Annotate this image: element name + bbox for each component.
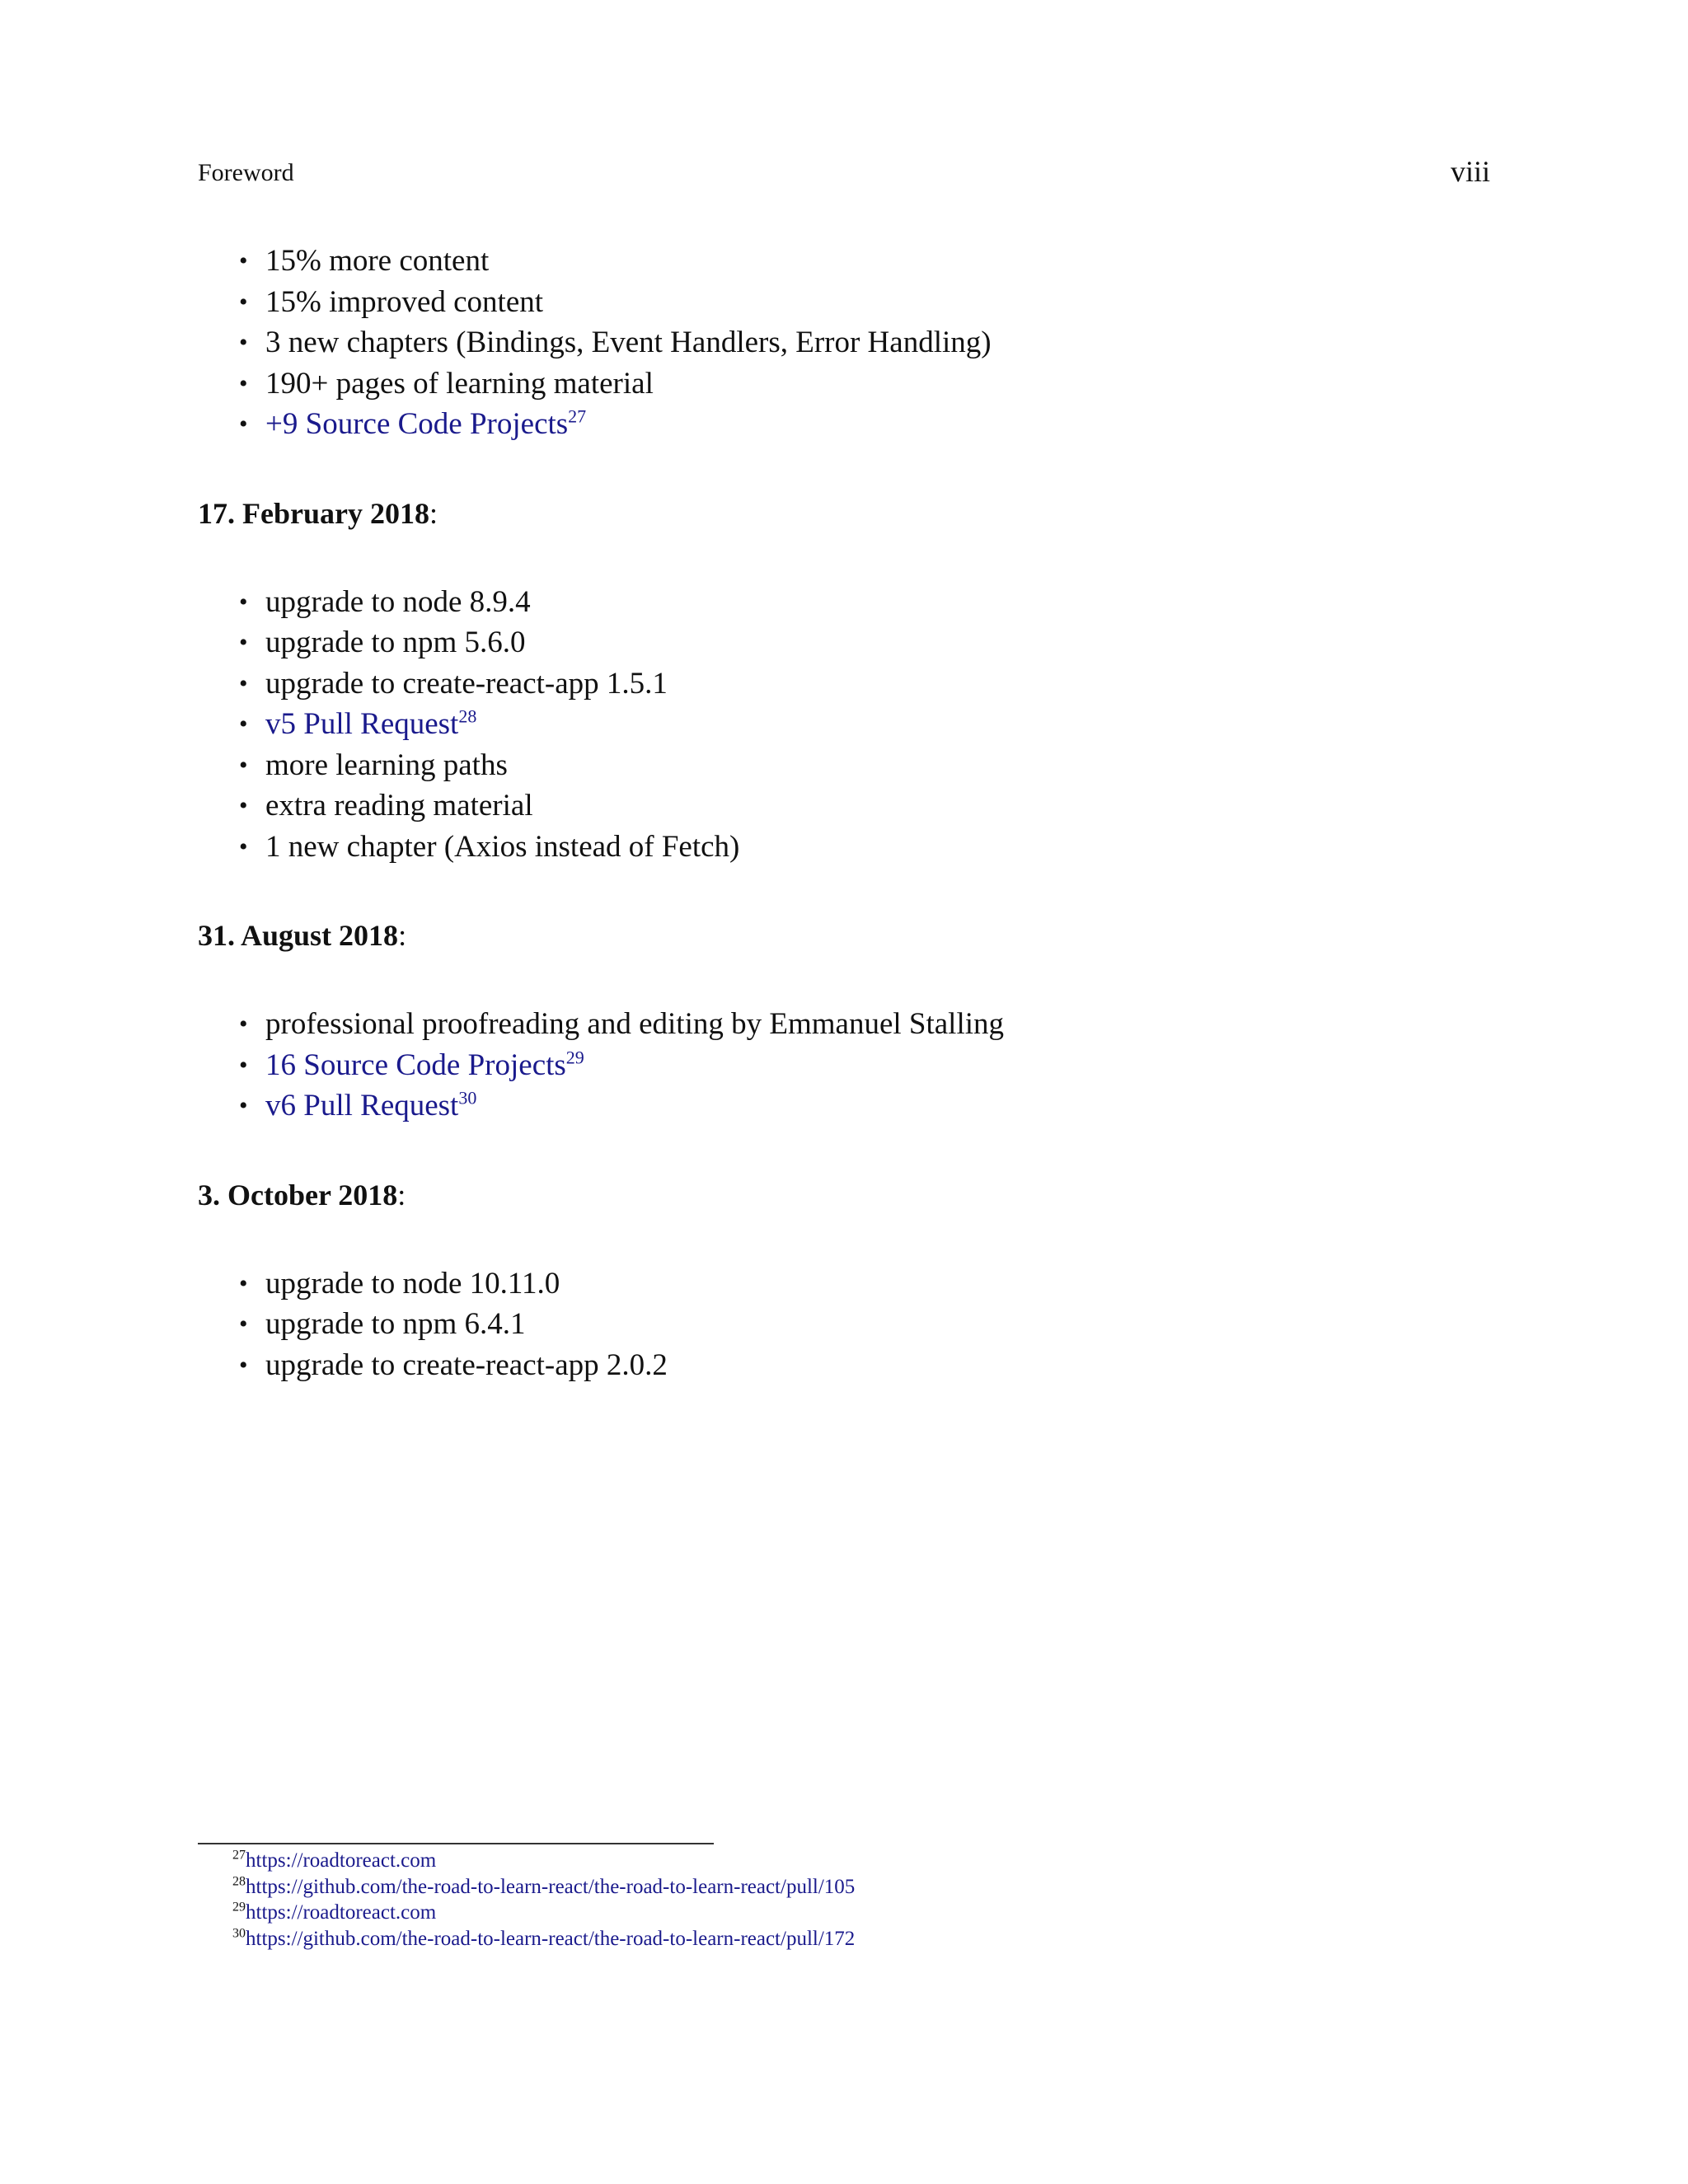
section-heading-date: 17. February 2018 (198, 496, 429, 530)
list-item (198, 827, 1492, 868)
list-item (198, 745, 1492, 786)
list-item (198, 582, 1492, 623)
bullet-icon: • (239, 1051, 248, 1079)
bullet-icon: • (239, 710, 248, 738)
list-item-text: upgrade to node 8.9.4 (265, 584, 531, 619)
bullet-icon: • (239, 1010, 248, 1038)
list-item-text: 3 new chapters (Bindings, Event Handlers, Error Handling) (265, 326, 992, 359)
list-item (198, 785, 1492, 827)
footnote-link[interactable]: https://github.com/the-road-to-learn-react/the-road-to-learn-react/pull/105 (246, 1875, 856, 1898)
list-item-text: upgrade to create-react-app 2.0.2 (265, 1347, 668, 1382)
list-item-link[interactable]: 16 Source Code Projects (265, 1047, 566, 1082)
footnote-number: 28 (232, 1874, 246, 1889)
list-item (198, 363, 1492, 405)
footnote-item (232, 1900, 855, 1926)
bullet-icon: • (239, 410, 248, 438)
list-item-text: more learning paths (265, 748, 508, 782)
footnote-reference[interactable]: 27 (568, 405, 587, 427)
bullet-icon: • (239, 369, 248, 397)
section-list (198, 1263, 1492, 1386)
bullet-icon: • (239, 1269, 248, 1297)
footnote-number: 30 (232, 1926, 246, 1941)
list-item-text: upgrade to create-react-app 1.5.1 (265, 666, 668, 701)
section-list (198, 582, 1492, 868)
list-item (198, 1345, 1492, 1386)
list-item (198, 282, 1492, 323)
list-item (198, 241, 1492, 282)
list-item[interactable] (198, 1045, 1492, 1086)
page-content (198, 241, 1492, 1385)
list-item (198, 1004, 1492, 1045)
list-item (198, 622, 1492, 663)
bullet-icon: • (239, 329, 248, 356)
footnote-item (232, 1874, 855, 1900)
footnote-reference[interactable]: 29 (565, 1047, 584, 1068)
footnote-link[interactable]: https://github.com/the-road-to-learn-react/the-road-to-learn-react/pull/172 (246, 1927, 856, 1950)
section-heading-date: 3. October 2018 (198, 1178, 398, 1212)
footnote-number: 27 (232, 1848, 246, 1863)
footnote-link[interactable]: https://roadtoreact.com (246, 1901, 437, 1924)
bullet-icon: • (239, 588, 248, 616)
list-item-text: 1 new chapter (Axios instead of Fetch) (265, 829, 740, 864)
footnote-item (232, 1848, 855, 1874)
page-number: viii (1450, 155, 1490, 188)
section-heading-colon: : (397, 1178, 406, 1212)
footnote-link[interactable]: https://roadtoreact.com (246, 1849, 437, 1872)
list-item-link[interactable]: +9 Source Code Projects (265, 407, 569, 441)
list-item-text: 15% more content (265, 244, 490, 278)
intro-list (198, 241, 1492, 445)
list-item-link[interactable]: v6 Pull Request (265, 1089, 459, 1122)
footnote-number: 29 (232, 1900, 246, 1915)
footnote-divider (198, 1843, 714, 1844)
list-item-link[interactable]: v5 Pull Request (265, 707, 459, 741)
section-heading (198, 1174, 1492, 1216)
list-item-text: 15% improved content (265, 284, 544, 319)
bullet-icon: • (239, 1310, 248, 1338)
running-header-title: Foreword (198, 159, 294, 186)
section-list (198, 1004, 1492, 1127)
list-item (198, 1304, 1492, 1345)
changelog-sections (198, 493, 1492, 1386)
list-item-text: extra reading material (265, 789, 533, 823)
list-item (198, 1263, 1492, 1305)
footnote-reference[interactable]: 28 (458, 705, 477, 727)
section-heading-date: 31. August 2018 (198, 919, 399, 952)
list-item-text: 190+ pages of learning material (265, 366, 654, 401)
list-item-text: upgrade to node 10.11.0 (265, 1266, 560, 1301)
list-item-text: professional proofreading and editing by Emmanuel Stalling (265, 1007, 1005, 1041)
list-item-text: upgrade to npm 5.6.0 (265, 626, 526, 659)
footnote-reference[interactable]: 30 (458, 1087, 477, 1108)
bullet-icon: • (239, 792, 248, 819)
bullet-icon: • (239, 1092, 248, 1119)
bullet-icon: • (239, 288, 248, 316)
bullet-icon: • (239, 751, 248, 779)
list-item[interactable] (198, 404, 1492, 445)
section-heading-colon: : (429, 496, 438, 530)
section-heading-colon: : (398, 919, 407, 952)
section-heading (198, 915, 1492, 956)
list-item[interactable] (198, 1085, 1492, 1127)
bullet-icon: • (239, 832, 248, 860)
list-item[interactable] (198, 704, 1492, 745)
footnotes (232, 1848, 855, 1952)
section-heading (198, 493, 1492, 534)
list-item (198, 663, 1492, 705)
bullet-icon: • (239, 1351, 248, 1379)
bullet-icon: • (239, 629, 248, 656)
list-item-text: upgrade to npm 6.4.1 (265, 1307, 526, 1341)
bullet-icon: • (239, 669, 248, 697)
list-item (198, 322, 1492, 363)
footnote-item (232, 1926, 855, 1952)
bullet-icon: • (239, 247, 248, 274)
